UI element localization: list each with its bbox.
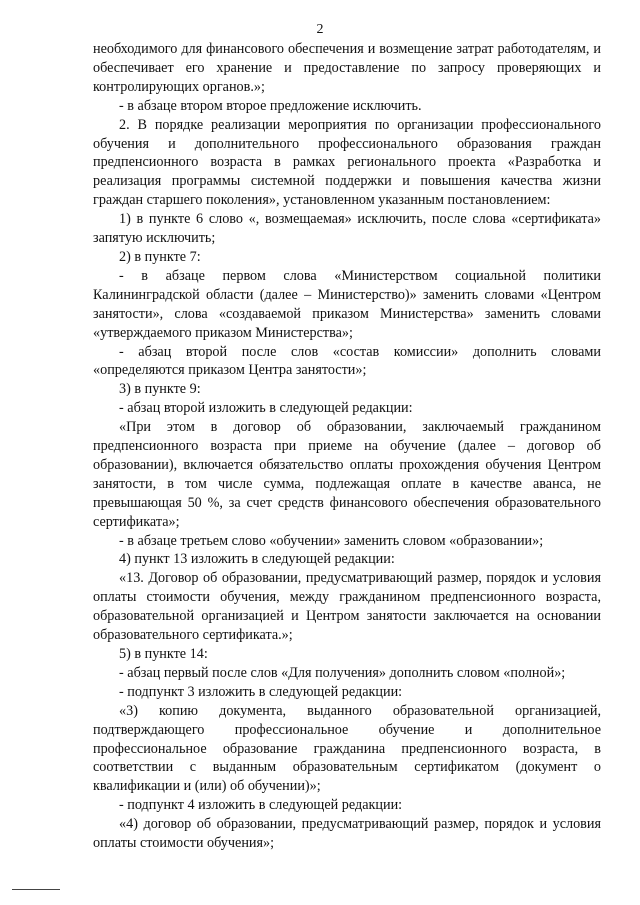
- paragraph: - подпункт 4 изложить в следующей редакции:: [119, 797, 403, 814]
- document-body: [93, 40, 601, 853]
- paragraph-subitem-5: 5) в пункте 14:: [119, 646, 208, 662]
- paragraph: - в абзаце третьем слово «обучении» заменить словом «образовании»;: [119, 532, 544, 549]
- paragraph: - в абзаце втором второе предложение исключить.: [119, 97, 422, 114]
- paragraph-subitem-3: 3) в пункте 9:: [119, 381, 201, 398]
- paragraph-item-2: 2. В порядке реализации мероприятия по организации профессионального обучения и дополнительного профессионального образования граждан предпенсионного возраста в рамках регионального проекта «Разработка и реализация программы системной поддержки и повышения качества жизни граждан старшего поколения», установленном указанным постановлением:: [93, 116, 601, 209]
- paragraph-subitem-1: 1) в пункте 6 слово «, возмещаемая» исключить, после слова «сертификата» запятую исключить;: [93, 211, 601, 247]
- paragraph: - в абзаце первом слова «Министерством социальной политики Калининградской области (далее – Министерство)» заменить словами «Центром занятости», слова «создаваемой приказом Министерства» заменить словами «утверждаемого приказом Министерства»;: [93, 267, 601, 341]
- paragraph-quote: «3) копию документа, выданного образовательной организацией, подтверждающего профессиональное обучение и дополнительное профессиональное образование гражданина предпенсионного возраста, в соответствии с выданным образовательным сертификатом (документ о квалификации и (или) об обучении)»;: [93, 702, 601, 795]
- paragraph: - абзац второй после слов «состав комиссии» дополнить словами «определяются приказом Центра занятости»;: [93, 343, 601, 379]
- paragraph-quote: «13. Договор об образовании, предусматривающий размер, порядок и условия оплаты стоимости обучения, между гражданином предпенсионного возраста, образовательной организацией и Центром занятости заключается на основании образовательного сертификата.»;: [93, 570, 601, 644]
- footer-divider: [12, 889, 60, 890]
- paragraph: - абзац первый после слов «Для получения» дополнить словом «полной»;: [119, 664, 566, 681]
- paragraph-continuation: необходимого для финансового обеспечения и возмещение затрат работодателям, и обеспечивает его хранение и предоставление по запросу проверяющих и контролирующих органов.»;: [93, 41, 601, 95]
- paragraph-quote: «При этом в договор об образовании, заключаемый гражданином предпенсионного возраста при приеме на обучение (далее – договор об образовании), включается обязательство оплаты прохождения обучения Центром занятости, в том числе сумма, подлежащая оплате в качестве аванса, не превышающая 50 %, за счет средств финансового обеспечения образовательного сертификата»;: [93, 419, 601, 530]
- paragraph-subitem-4: 4) пункт 13 изложить в следующей редакции:: [119, 551, 395, 568]
- page-number: 2: [316, 22, 324, 37]
- paragraph-quote: «4) договор об образовании, предусматривающий размер, порядок и условия оплаты стоимости обучения»;: [93, 816, 601, 852]
- paragraph: - подпункт 3 изложить в следующей редакции:: [119, 683, 403, 700]
- paragraph-subitem-2: 2) в пункте 7:: [119, 248, 201, 265]
- paragraph: - абзац второй изложить в следующей редакции:: [119, 400, 413, 417]
